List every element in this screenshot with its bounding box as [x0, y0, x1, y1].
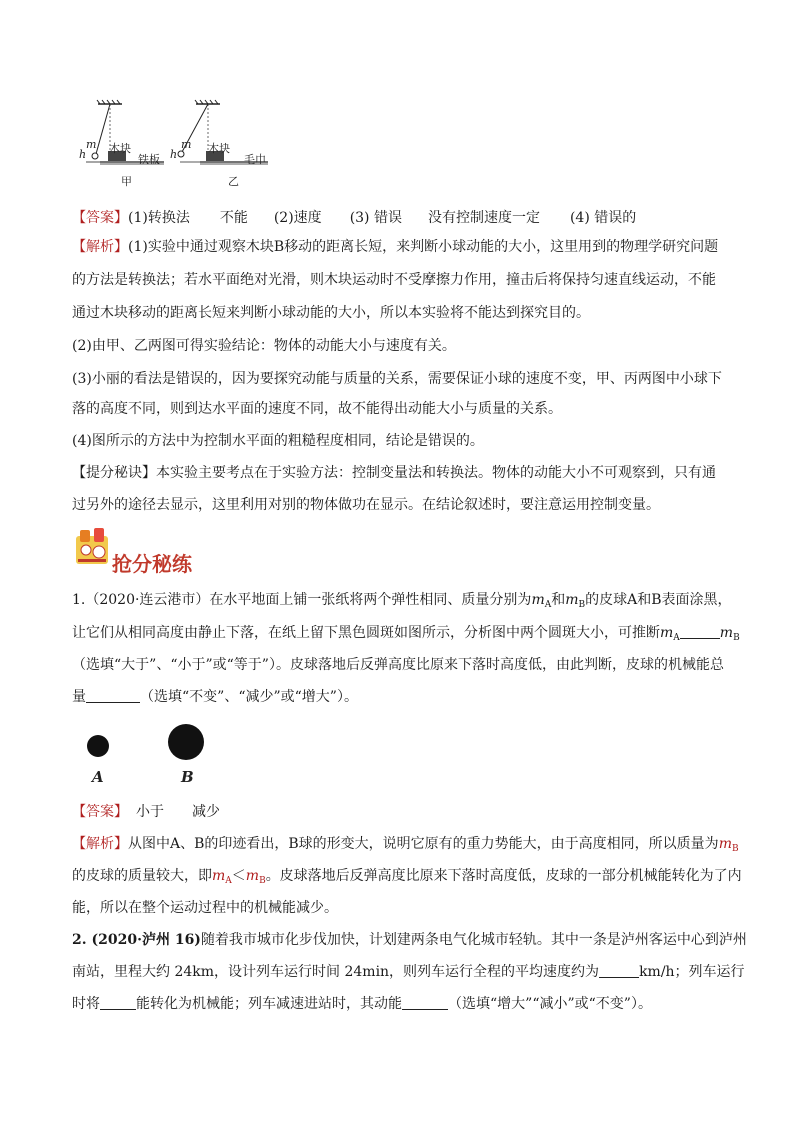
q2-answer-blank3[interactable]	[402, 995, 448, 1010]
q2-text1: 随着我市城市化步伐加快，计划建两条电气化城市轻轨。其中一条是泸州客运中心到泸州	[200, 932, 747, 948]
spot-a	[87, 735, 109, 757]
q2-text2a: 南站，里程大约 24km，设计列车运行时间 24min，则列车运行全程的平均速度约为	[72, 964, 600, 980]
analysis1-line4: (2)由甲、乙两图可得实验结论：物体的动能大小与速度有关。	[72, 338, 456, 354]
analysis2-text2b: 。皮球落地后反弹高度比原来下落时高度低，皮球的一部分机械能转化为了内	[265, 868, 742, 884]
analysis1-line1	[72, 238, 732, 256]
q1-text4b: （选填“不变”、“减少”或“增大”）。	[140, 689, 358, 705]
analysis1-line2: 的方法是转换法；若水平面绝对光滑，则木块运动时不受摩擦力作用，撞击后将保持匀速直线运动，不能	[72, 272, 716, 288]
tips-text1: 本实验主要考点在于实验方法：控制变量法和转换法。物体的动能大小不可观察到，只有通	[156, 465, 716, 481]
q2-text3c: （选填“增大”“减小”或“不变”）。	[448, 996, 652, 1012]
q2-answer-blank1[interactable]	[599, 963, 639, 978]
answer-part1: (1)转换法	[128, 210, 190, 226]
q2-line3	[72, 995, 732, 1013]
q1-line3: （选填“大于”、“小于”或“等于”）。皮球落地后反弹高度比原来下落时高度低，由此判断，皮球的机械能总	[72, 657, 724, 673]
answer-part2: 不能	[219, 210, 248, 226]
analysis1-line7: (4)图所示的方法中为控制水平面的粗糙程度相同，结论是错误的。	[72, 433, 484, 449]
q1-text1b: 的皮球A和B表面涂黑，	[585, 592, 732, 608]
q1-compare-mass-a: m	[660, 625, 674, 641]
left-pendulum-string	[96, 104, 110, 154]
answer2-part1: 小于	[136, 804, 164, 820]
section-title: 抢分秘练	[112, 552, 192, 576]
section-logo-icon	[74, 526, 110, 566]
q2-text2b: km/h；列车运行	[639, 964, 745, 980]
right-caption: 乙	[228, 175, 239, 188]
analysis2-text2a: 的皮球的质量较大，即	[72, 868, 212, 884]
analysis2-mass-b: m	[245, 868, 260, 884]
tips-line2: 过另外的途径去显示，这里利用对别的物体做功在显示。在结论叙述时，要注意运用控制变量。	[72, 497, 660, 513]
answer1-line	[72, 209, 732, 227]
spot-b	[168, 724, 204, 760]
q1-line1	[72, 591, 732, 614]
tips-tag: 【提分秘诀】	[72, 465, 156, 481]
analysis2-tag: 【解析】	[72, 836, 128, 852]
q1-line2	[72, 624, 740, 647]
q2-text3a: 时将	[72, 996, 100, 1012]
q2-answer-blank2[interactable]	[100, 995, 136, 1010]
answer2-part2: 减少	[192, 804, 220, 820]
analysis2-mass-sub: B	[731, 844, 739, 854]
experiment-figure	[72, 96, 282, 194]
left-height-label: h	[79, 148, 87, 161]
left-block-label: 木块	[109, 142, 131, 155]
q2-number: 2. (2020·泸州 16)	[72, 932, 201, 948]
spot-b-label: B	[181, 768, 194, 786]
answer-part5: 没有控制速度一定	[427, 210, 540, 226]
analysis2-line3: 能，所以在整个运动过程中的机械能减少。	[72, 900, 338, 916]
q1-sub-a: A	[544, 600, 552, 610]
right-ball	[178, 151, 184, 157]
analysis1-line3: 通过木块移动的距离长短来判断小球动能的大小，所以本实验将不能达到探究目的。	[72, 305, 590, 321]
analysis2-text1: 从图中A、B的印迹看出，B球的形变大，说明它原有的重力势能大，由于高度相同，所以质量为	[128, 836, 719, 852]
q1-mass-symbol-a: m	[531, 592, 545, 608]
q1-compare-mass-b: m	[719, 625, 734, 641]
analysis2-sub-a: A	[225, 876, 232, 886]
analysis-tag: 【解析】	[72, 239, 128, 255]
analysis2-line2	[72, 867, 742, 890]
analysis1-text1: (1)实验中通过观察木块B移动的距离长短，来判断小球动能的大小，这里用到的物理学研究问题	[128, 239, 719, 255]
analysis1-line6: 落的高度不同，则到达水平面的速度不同，故不能得出动能大小与质量的关系。	[72, 401, 562, 417]
q1-text2a: 让它们从相同高度由静止下落，在纸上留下黑色圆斑如图所示，分析图中两个圆斑大小，可推断	[72, 625, 660, 641]
q2-line2	[72, 963, 745, 981]
q1-line4	[72, 688, 732, 706]
q1-text4a: 量	[72, 689, 86, 705]
q2-line1	[72, 931, 747, 949]
q1-mass-symbol-b: m	[565, 592, 579, 608]
left-caption: 甲	[121, 175, 132, 188]
left-mass-label: m	[86, 138, 97, 151]
right-block-label: 木块	[208, 142, 230, 155]
left-ball	[92, 153, 98, 159]
q1-compare-sub-a: A	[673, 633, 680, 643]
answer-tag: 【答案】	[72, 210, 128, 226]
analysis2-mass: m	[718, 836, 732, 852]
q1-compare-sub-b: B	[733, 633, 740, 643]
right-mass-label: m	[181, 138, 192, 151]
answer-part6: (4) 错误的	[569, 210, 637, 226]
analysis2-line1	[72, 835, 739, 858]
q1-sub-b: B	[578, 600, 586, 610]
right-board-label: 毛巾	[244, 153, 266, 166]
analysis2-mass-a: m	[212, 868, 226, 884]
analysis2-sub-b: B	[259, 876, 266, 886]
left-board-label: 铁板	[138, 153, 160, 166]
q2-text3b: 能转化为机械能；列车减速进站时，其动能	[136, 996, 402, 1012]
answer2-tag: 【答案】	[72, 804, 128, 820]
analysis1-line5: (3)小丽的看法是错误的，因为要探究动能与质量的关系，需要保证小球的速度不变，甲、丙两图中小球下	[72, 371, 722, 387]
q1-answer-blank2[interactable]	[86, 688, 140, 703]
q1-and: 和	[551, 592, 566, 608]
analysis2-less-than: ＜	[231, 868, 246, 884]
answer2-line	[72, 803, 732, 821]
tips-line1	[72, 464, 732, 482]
answer-part3: (2)速度	[273, 210, 322, 226]
spot-a-label: A	[92, 768, 104, 786]
q1-answer-blank1[interactable]	[680, 624, 720, 639]
right-height-label: h	[170, 148, 178, 161]
answer-part4: (3) 错误	[349, 210, 402, 226]
q1-text1a: 1.（2020·连云港市）在水平地面上铺一张纸将两个弹性相同、质量分别为	[72, 592, 532, 608]
